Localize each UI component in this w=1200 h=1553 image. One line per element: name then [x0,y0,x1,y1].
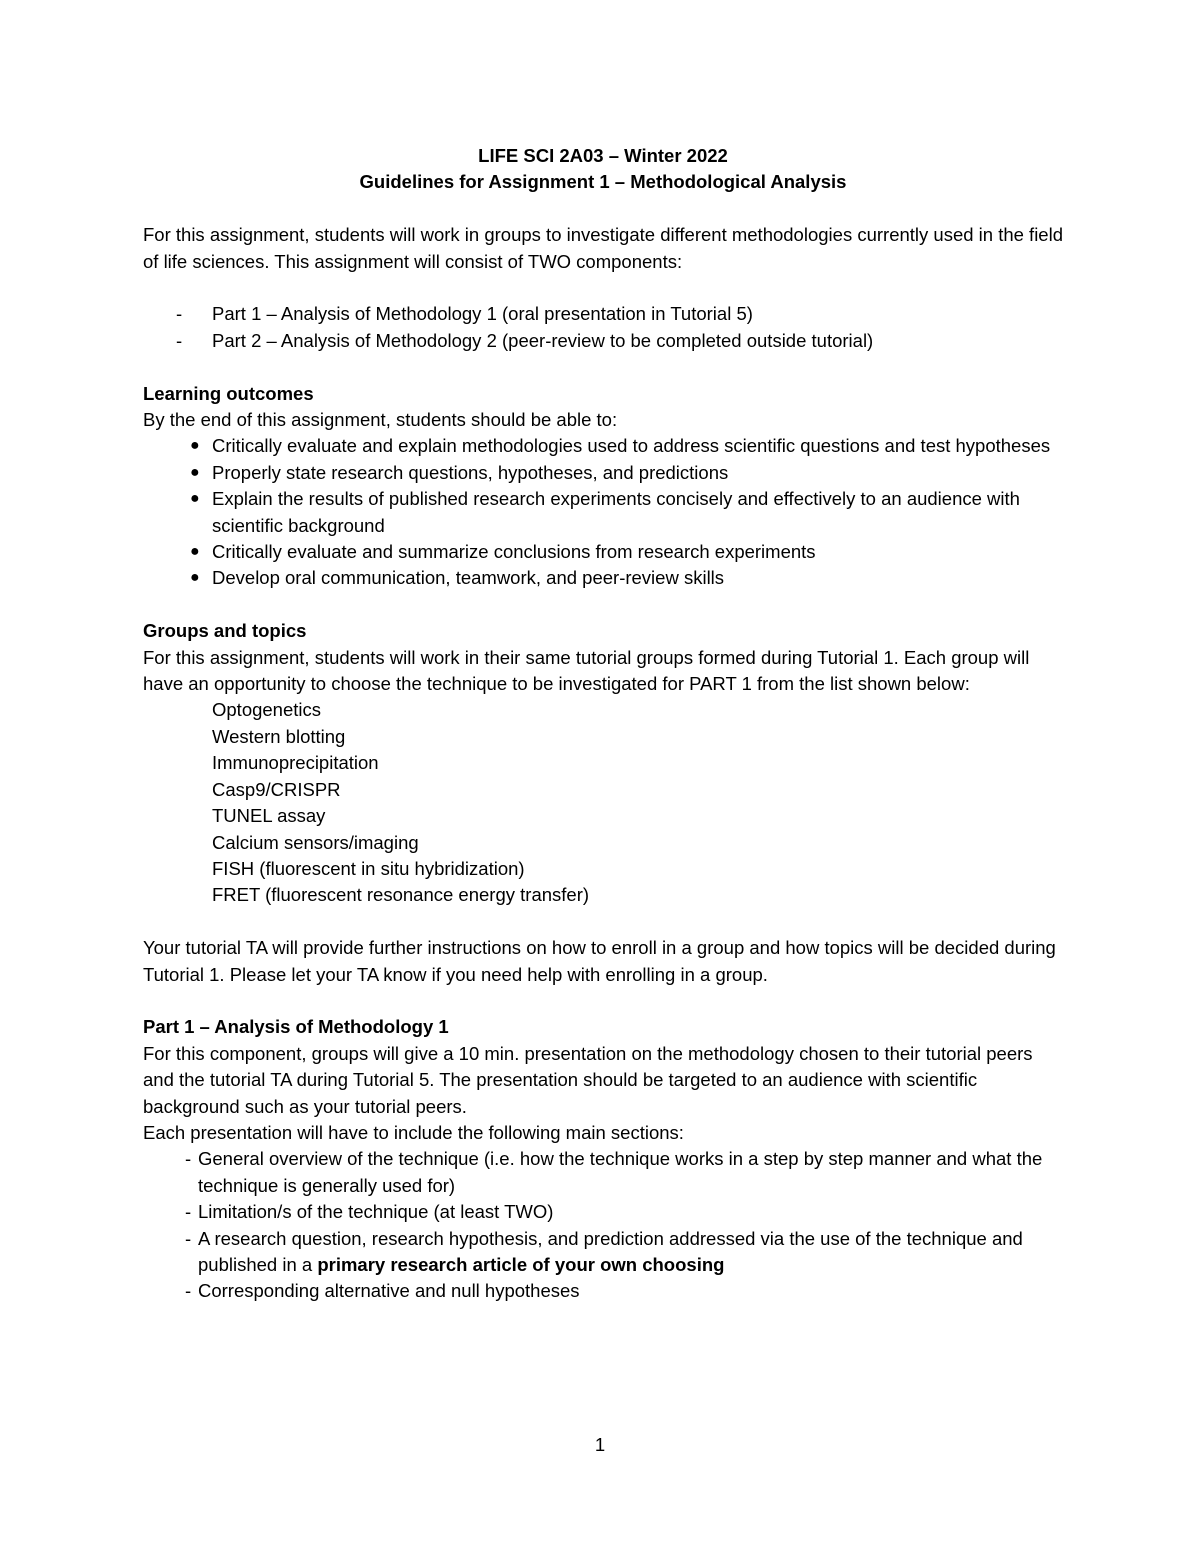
intro-paragraph: For this assignment, students will work in groups to investigate different methodologies currently used in the field of life sciences. This assignment will consist of TWO components: [143,224,1063,272]
outcomes-lead: By the end of this assignment, students should be able to: [143,409,618,431]
list-item: - Part 2 – Analysis of Methodology 2 (peer-review to be completed outside tutorial) [176,329,874,351]
list-item: ● Explain the results of published research experiments concisely and effectively to an audience with scientific background [190,488,1020,536]
groups-note: Your tutorial TA will provide further instructions on how to enroll in a group and how topics will be decided during Tutorial 1. Please let your TA know if you need help with enrolling in a group. [143,937,1056,985]
part1-lead: Each presentation will have to include the following main sections: [143,1121,684,1143]
list-item: Immunoprecipitation [212,752,379,774]
list-item: Optogenetics [212,699,322,721]
list-item: TUNEL assay [212,805,326,827]
part1-paragraph: For this component, groups will give a 10 min. presentation on the methodology chosen to their tutorial peers and the tutorial TA during Tutorial 5. The presentation should be targeted to an audience with scientific background such as your tutorial peers. [143,1042,1033,1117]
course-title: LIFE SCI 2A03 – Winter 2022 [478,145,728,166]
list-item: ● Develop oral communication, teamwork, and peer-review skills [190,567,725,589]
list-item: Calcium sensors/imaging [212,831,419,853]
sections-list [143,1146,1063,1304]
list-item: - General overview of the technique (i.e. how the technique works in a step by step manner and what the technique is generally used for) [185,1148,1043,1196]
list-item: FISH (fluorescent in situ hybridization) [212,857,525,879]
document-page [143,143,1063,1305]
list-item: Western blotting [212,725,346,747]
list-item: FRET (fluorescent resonance energy transfer) [212,884,590,906]
parts-list [143,301,1063,354]
groups-paragraph: For this assignment, students will work in their same tutorial groups formed during Tutorial 1. Each group will have an opportunity to choose the technique to be investigated for PART 1 from the list shown below: [143,646,1030,695]
list-item: ● Critically evaluate and explain methodologies used to address scientific questions and test hypotheses [190,435,1051,457]
list-item: - Limitation/s of the technique (at least TWO) [185,1201,554,1223]
list-item: Casp9/CRISPR [212,778,341,800]
list-item: ● Critically evaluate and summarize conclusions from research experiments [190,541,816,563]
list-item: - Corresponding alternative and null hypotheses [185,1280,580,1302]
list-item: - Part 1 – Analysis of Methodology 1 (oral presentation in Tutorial 5) [176,303,753,325]
page-number: 1 [594,1434,606,1455]
document-title: Guidelines for Assignment 1 – Methodological Analysis [359,171,847,193]
list-item: ● Properly state research questions, hypotheses, and predictions [190,461,729,483]
list-item: - A research question, research hypothesis, and prediction addressed via the use of the technique and published in a primary research article of your own choosing [185,1227,1023,1275]
outcomes-heading: Learning outcomes [143,382,314,404]
emphasis-text: primary research article of your own choosing [317,1253,725,1275]
groups-heading: Groups and topics [143,620,307,642]
outcomes-list [143,433,1063,591]
techniques-list [143,697,1063,908]
part1-heading: Part 1 – Analysis of Methodology 1 [143,1016,449,1038]
